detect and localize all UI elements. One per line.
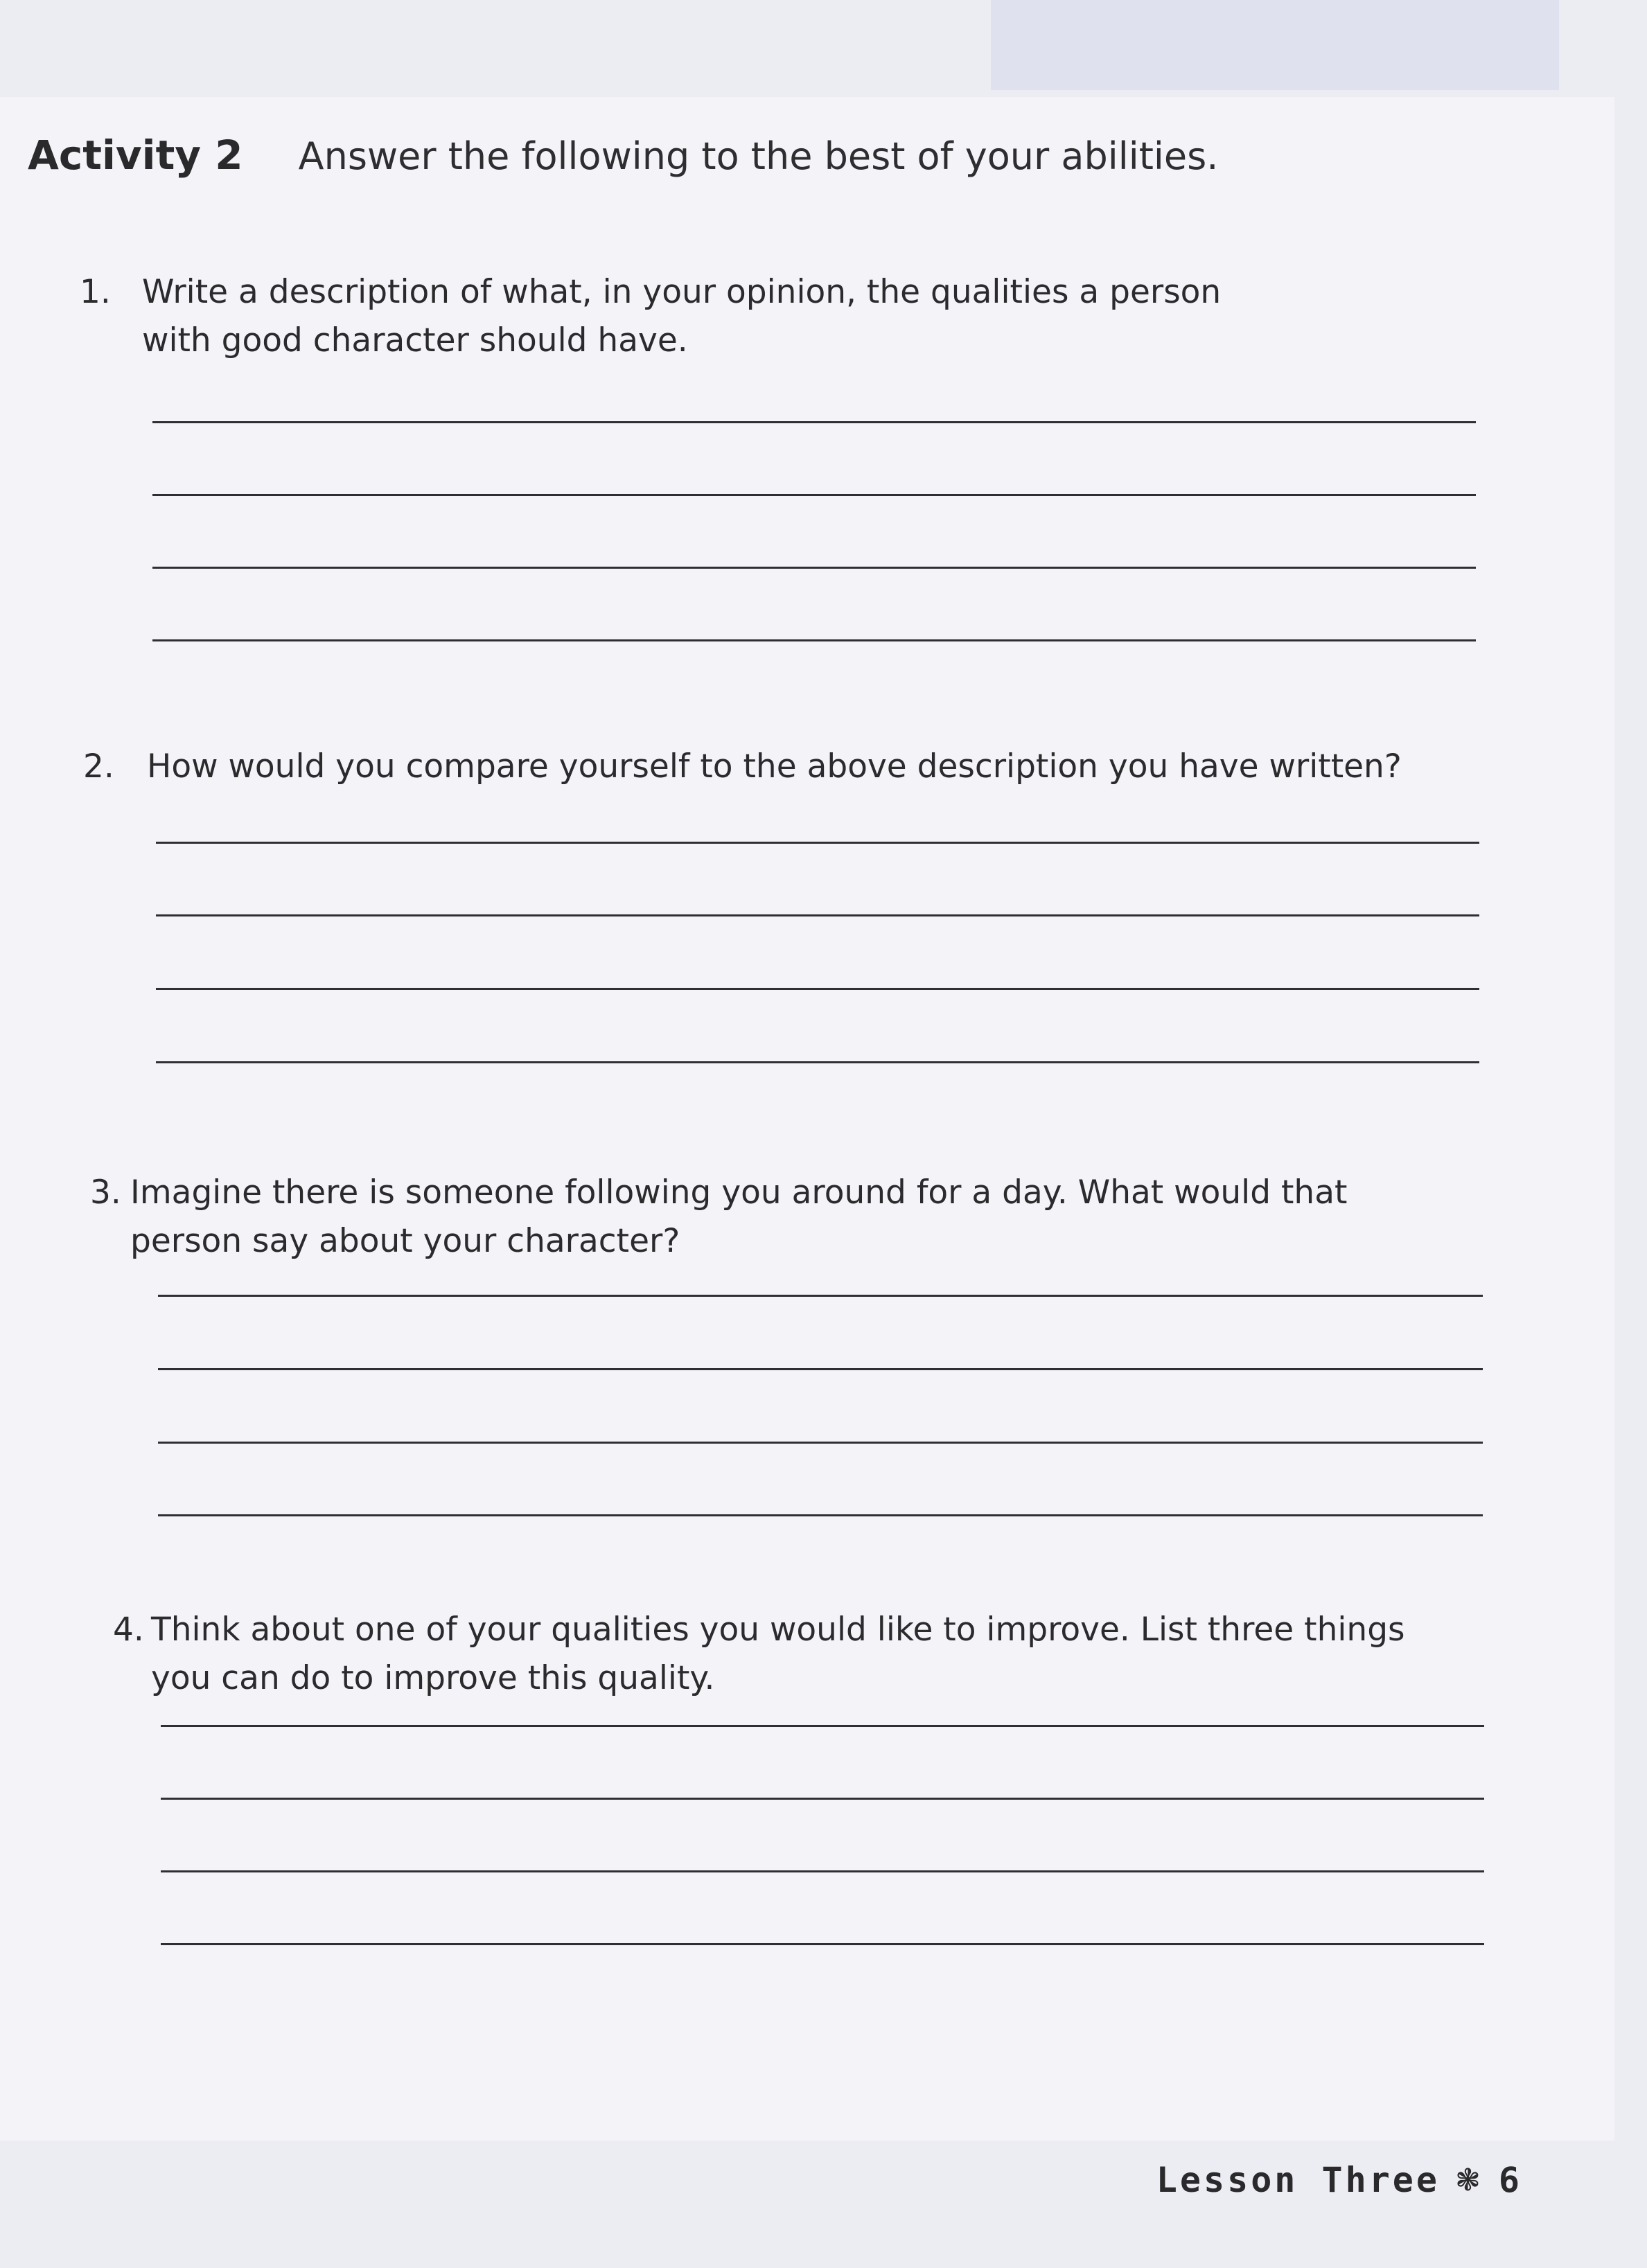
answer-line[interactable]: [152, 567, 1476, 569]
question-text: How would you compare yourself to the above description you have written?: [147, 747, 1402, 786]
background-bleed: [991, 0, 1559, 90]
activity-heading: [28, 132, 1218, 179]
answer-line[interactable]: [158, 1442, 1483, 1444]
page-footer: [1156, 2160, 1522, 2200]
question-1: [80, 268, 1221, 365]
activity-instruction: Answer the following to the best of your abilities.: [298, 134, 1219, 178]
question-text: Write a description of what, in your opinion, the qualities a person: [142, 273, 1222, 311]
question-number: 3.: [90, 1173, 121, 1212]
question-3: [90, 1169, 1347, 1266]
question-text: Imagine there is someone following you around for a day. What would that: [130, 1173, 1348, 1212]
question-2: [83, 743, 1402, 791]
answer-line[interactable]: [161, 1798, 1484, 1800]
page-number: 6: [1498, 2160, 1522, 2200]
answer-line[interactable]: [156, 842, 1479, 844]
answer-line[interactable]: [156, 1061, 1479, 1063]
question-4: [113, 1606, 1405, 1703]
answer-line[interactable]: [156, 988, 1479, 990]
lesson-label: Lesson Three: [1156, 2160, 1441, 2200]
answer-line[interactable]: [158, 1368, 1483, 1370]
question-text: Think about one of your qualities you would like to improve. List three things: [151, 1611, 1405, 1649]
question-text: you can do to improve this quality.: [151, 1659, 715, 1697]
question-number: 1.: [80, 273, 111, 311]
activity-label: Activity 2: [28, 132, 243, 179]
worksheet-page: [0, 97, 1614, 2141]
question-number: 4.: [113, 1611, 144, 1649]
question-text: with good character should have.: [142, 321, 688, 360]
answer-line[interactable]: [156, 914, 1479, 916]
flower-icon: ❃: [1455, 2162, 1483, 2198]
answer-line[interactable]: [152, 421, 1476, 423]
answer-line[interactable]: [161, 1943, 1484, 1945]
answer-line[interactable]: [152, 639, 1476, 641]
question-text: person say about your character?: [130, 1222, 680, 1260]
answer-line[interactable]: [158, 1514, 1483, 1516]
answer-line[interactable]: [152, 494, 1476, 496]
answer-line[interactable]: [158, 1295, 1483, 1297]
answer-line[interactable]: [161, 1725, 1484, 1727]
answer-line[interactable]: [161, 1870, 1484, 1872]
question-number: 2.: [83, 747, 114, 786]
